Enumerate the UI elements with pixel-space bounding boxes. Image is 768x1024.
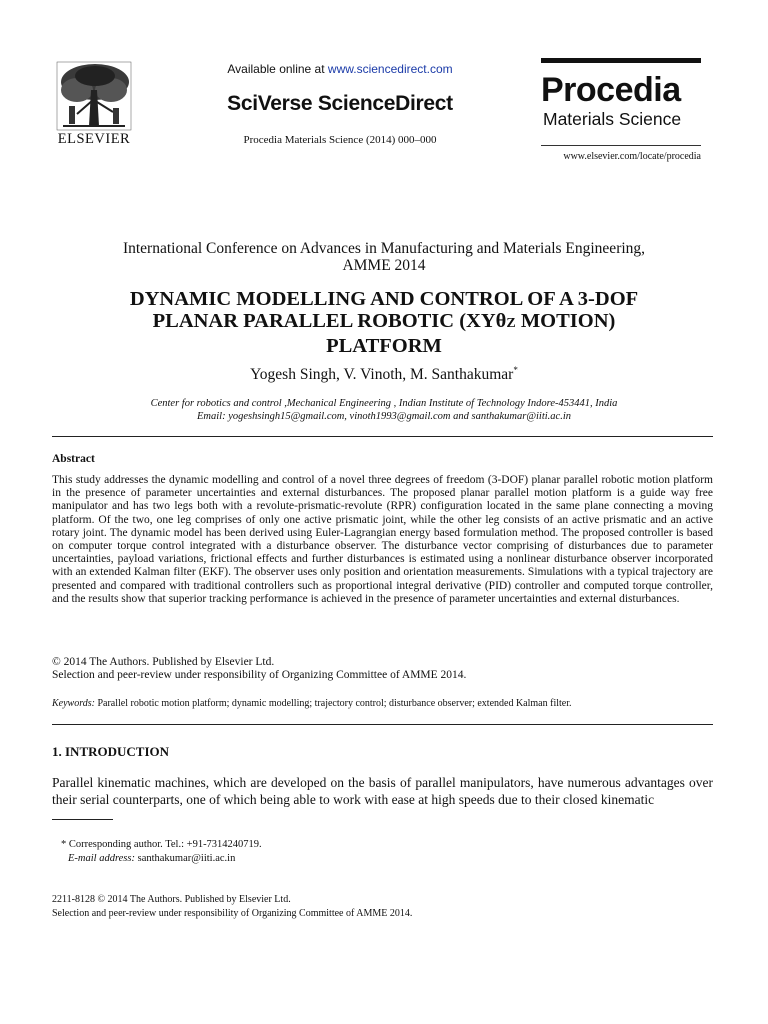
abstract-body: This study addresses the dynamic modelling and control of a novel three degrees of freedom (3-DOF) planar parallel robotic motion platform in the presence of parameter uncertainties and external disturbances. The proposed planar parallel motion platform is a guide way free manipulator and has two legs both with a revolute-prismatic-revolute (RPR) configuration located in the same plane connecting a moving platform. Of the two, one leg comprises of only one active prismatic joint, while the other leg consists of an active prismatic and an active rotary joint. The dynamic model has been derived using Euler-Lagrangian energy based formulation method. The proposed controller is based on computer torque control integrated with a disturbance observer. The disturbance vector comprising of disturbances due to parameter uncertainties, payload variations, frictional effects and further disturbances is estimated using a nonlinear disturbance observer incorporated with an extended Kalman filter (EKF). The observer uses only position and orientation measurements. Simulations with a typical trajectory are presented and compared with traditional controllers such as proportional integral derivative (PID) controller and computed torque controller, and the results show that superior tracking performance is achieved in the presence of parameter uncertainties and external disturbances. (52, 474, 713, 605)
title-line-2-prefix: PLANAR PARALLEL ROBOTIC (XYθ (152, 310, 507, 332)
affiliation-emails: Email: yogeshsingh15@gmail.com, vinoth1993@gmail.com and santhakumar@iiti.ac.in (197, 411, 571, 422)
title-line-3: PLATFORM (326, 335, 442, 357)
available-online-text: Available online at (227, 62, 328, 76)
author-list (60, 365, 708, 384)
footnote-email-label: E-mail address: (68, 853, 135, 864)
author-names: Yogesh Singh, V. Vinoth, M. Santhakumar (250, 366, 514, 384)
journal-name: Procedia (541, 71, 681, 109)
keywords (52, 698, 713, 709)
keywords-label: Keywords: (52, 698, 95, 709)
corresponding-author-mark: * (513, 365, 518, 375)
sciencedirect-link[interactable]: www.sciencedirect.com (327, 62, 453, 76)
divider-top (52, 436, 713, 437)
title-line-2-subscript: Z (506, 316, 516, 331)
procedia-top-bar (541, 58, 701, 63)
conference-line-2: AMME 2014 (342, 257, 426, 274)
journal-citation: Procedia Materials Science (2014) 000–000 (243, 134, 437, 146)
title-line-2-suffix: MOTION) (515, 310, 616, 332)
divider-bottom (52, 724, 713, 725)
conference-line-1: International Conference on Advances in Manufacturing and Materials Engineering, (122, 240, 646, 257)
footnote-divider (52, 819, 113, 820)
publisher-name: ELSEVIER (57, 131, 131, 147)
footnote-email (68, 853, 235, 864)
footnote-email-address: santhakumar@iiti.ac.in (134, 853, 236, 864)
available-online-line (150, 62, 530, 76)
title-line-1: DYNAMIC MODELLING AND CONTROL OF A 3-DOF (129, 288, 639, 310)
keywords-list: Parallel robotic motion platform; dynamic modelling; trajectory control; disturbance observer; extended Kalman filter. (94, 698, 572, 709)
introduction-heading: 1. INTRODUCTION (52, 744, 170, 759)
title-line-2 (60, 310, 708, 335)
abstract-heading: Abstract (52, 453, 95, 465)
procedia-divider (541, 145, 701, 146)
footnote-corresponding: * Corresponding author. Tel.: +91-7314240719. (61, 839, 262, 850)
abstract-peer-review: Selection and peer-review under responsibility of Organizing Committee of AMME 2014. (52, 669, 467, 681)
footer-peer-review: Selection and peer-review under responsibility of Organizing Committee of AMME 2014. (52, 908, 413, 919)
journal-url[interactable]: www.elsevier.com/locate/procedia (563, 151, 701, 162)
platform-logo-text: SciVerse ScienceDirect (227, 92, 453, 115)
conference-name (60, 240, 708, 274)
paper-title (60, 288, 708, 357)
affiliation (60, 397, 708, 423)
abstract-copyright: © 2014 The Authors. Published by Elsevier Ltd. (52, 656, 275, 668)
introduction-body: Parallel kinematic machines, which are developed on the basis of parallel manipulators, have numerous advantages over their serial counterparts, one of which being able to work with ease at high speeds due to their closed kinematic (52, 775, 713, 807)
affiliation-line-1: Center for robotics and control ,Mechanical Engineering , Indian Institute of Technology Indore-453441, India (150, 398, 618, 409)
footer-issn-copyright: 2211-8128 © 2014 The Authors. Published by Elsevier Ltd. (52, 894, 291, 905)
journal-subtitle: Materials Science (543, 109, 682, 129)
